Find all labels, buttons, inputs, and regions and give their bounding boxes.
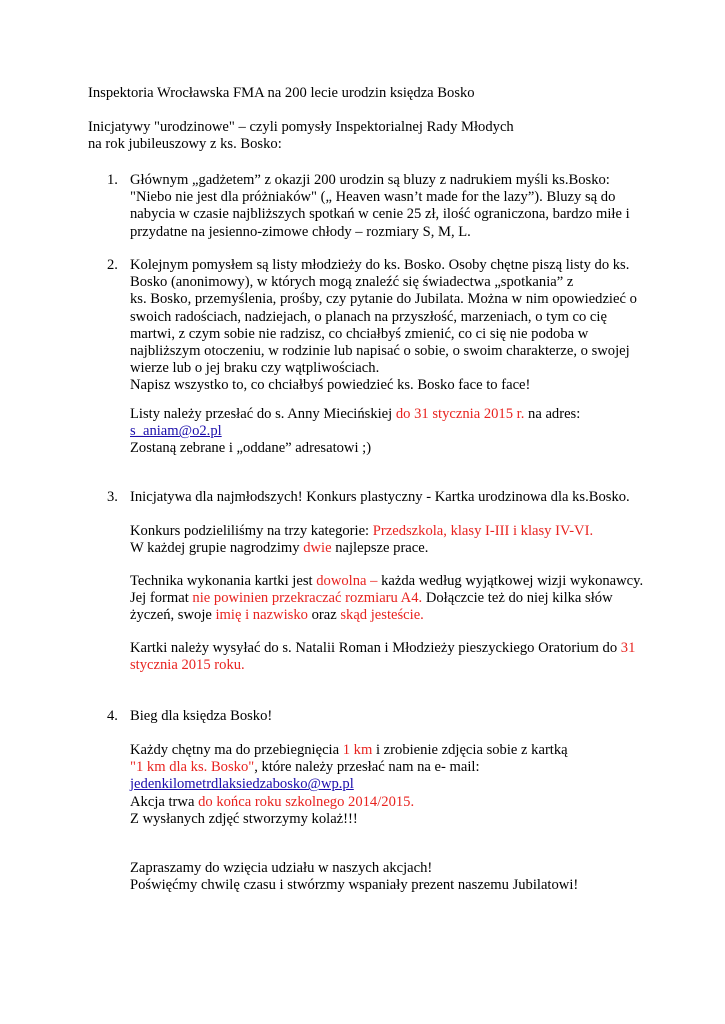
technique-value: dowolna – <box>316 573 378 589</box>
award-count: dwie <box>303 540 332 557</box>
contest-categories <box>130 523 660 557</box>
item-number: 2. <box>107 257 118 273</box>
item-line: Napisz wszystko to, co chciałbyś powiedzieć ks. Bosko face to face! <box>130 377 531 394</box>
outro-line: Poświęćmy chwilę czasu i stwórzmy wspaniały prezent naszemu Jubilatowi! <box>130 877 579 894</box>
item-line: Głównym „gadżetem” z okazji 200 urodzin są bluzy z nadrukiem myśli ks.Bosko: <box>130 172 610 188</box>
document-title: Inspektoria Wrocławska FMA na 200 lecie urodzin księdza Bosko <box>88 85 475 101</box>
send-prefix: Kartki należy wysyłać do s. Natalii Roman i Młodzieży pieszyckiego Oratorium do <box>130 640 621 656</box>
list-item-2 <box>130 257 660 395</box>
item-line: ks. Bosko, przemyślenia, prośby, czy pytanie do Jubilata. Można w nim opowiedzieć o <box>130 291 637 308</box>
item-line: martwi, z czym sobie nie radzisz, co chciałbyś zmienić, co ci się nie podoba w <box>130 325 589 342</box>
collage-line: Z wysłanych zdjęć stworzymy kolaż!!! <box>130 810 358 827</box>
item-heading: Inicjatywa dla najmłodszych! Konkurs plastyczny - Kartka urodzinowa dla ks.Bosko. <box>130 489 630 505</box>
format-suffix: Dołączcie też do niej kilka słów <box>422 590 613 607</box>
item-line: przydatne na jesienno-zimowe chłody – rozmiary S, M, L. <box>130 223 471 240</box>
list-item-3 <box>130 489 660 506</box>
award-prefix: W każdej grupie nagrodzimy <box>130 540 304 557</box>
letters-deadline: do 31 stycznia 2015 r. <box>395 406 525 422</box>
wishes-prefix: życzeń, swoje <box>130 607 216 624</box>
wishes-name: imię i nazwisko <box>215 607 308 624</box>
technique-prefix: Technika wykonania kartki jest <box>130 573 317 589</box>
duration-prefix: Akcja trwa <box>130 793 199 810</box>
email-link[interactable]: jedenkilometrdlaksiedzabosko@wp.pl <box>130 776 354 793</box>
send-deadline-part1: 31 <box>620 640 636 656</box>
run-info <box>130 742 660 828</box>
categories-values: Przedszkola, klasy I-III i klasy IV-VI. <box>372 523 594 539</box>
list-item-1 <box>130 172 660 241</box>
intro-line: Inicjatywy "urodzinowe" – czyli pomysły Inspektorialnej Rady Młodych <box>88 119 514 135</box>
outro-line: Zapraszamy do wzięcia udziału w naszych akcjach! <box>130 860 433 876</box>
item-heading: Bieg dla księdza Bosko! <box>130 708 273 724</box>
send-deadline-part2: stycznia 2015 roku. <box>130 657 245 674</box>
outro-block <box>130 860 660 894</box>
intro-line: na rok jubileuszowy z ks. Bosko: <box>88 136 282 153</box>
letters-info <box>130 406 660 458</box>
item-line: wierze lub o jej braku czy wątpliwościach. <box>130 360 380 377</box>
award-suffix: najlepsze prace. <box>331 540 429 557</box>
duration-value: do końca roku szkolnego 2014/2015. <box>198 793 415 810</box>
letters-suffix: na adres: <box>524 406 581 422</box>
item-line: swoich radościach, nadziejach, o planach na przyszłość, marzeniach, o tym co cię <box>130 308 607 325</box>
intro-block <box>88 119 688 153</box>
item-line: Bosko (anonimowy), w których mogą znaleźć się świadectwa „spotkania” z <box>130 274 574 291</box>
letters-line <box>130 406 660 423</box>
letters-closing: Zostaną zebrane i „oddane” adresatowi ;) <box>130 440 372 457</box>
card-text: "1 km dla ks. Bosko" <box>130 759 255 776</box>
item-line: najbliższym otoczeniu, w rodzinie lub napisać o sobie, o swoim charakterze, o swojej <box>130 343 630 360</box>
item-number: 4. <box>107 708 118 724</box>
card-suffix: , które należy przesłać nam na e- mail: <box>254 759 480 776</box>
item-line: "Niebo nie jest dla próżniaków" („ Heaven wasn’t made for the lazy”). Bluzy są do <box>130 189 616 206</box>
run-suffix: i zrobienie zdjęcia sobie z kartką <box>372 742 568 758</box>
item-line: nabycia w czasie najbliższych spotkań w cenie 25 zł, ilość ograniczona, bardzo miłe i <box>130 206 630 223</box>
item-number: 3. <box>107 489 118 505</box>
letters-prefix: Listy należy przesłać do s. Anny Miecińskiej <box>130 406 396 422</box>
run-prefix: Każdy chętny ma do przebiegnięcia <box>130 742 343 758</box>
categories-prefix: Konkurs podzieliliśmy na trzy kategorie: <box>130 523 373 539</box>
list-item-4 <box>130 708 660 725</box>
technique-suffix: każda według wyjątkowej wizji wykonawcy. <box>377 573 644 589</box>
run-distance: 1 km <box>342 742 373 758</box>
item-number: 1. <box>107 172 118 188</box>
email-link[interactable]: s_aniam@o2.pl <box>130 423 222 440</box>
item-line: Kolejnym pomysłem są listy młodzieży do ks. Bosko. Osoby chętne piszą listy do ks. <box>130 257 630 273</box>
contest-send <box>130 640 660 674</box>
contest-technique <box>130 573 660 625</box>
format-value: nie powinien przekraczać rozmiaru A4. <box>192 590 423 607</box>
wishes-origin: skąd jesteście. <box>340 607 424 624</box>
wishes-mid: oraz <box>307 607 341 624</box>
format-prefix: Jej format <box>130 590 193 607</box>
